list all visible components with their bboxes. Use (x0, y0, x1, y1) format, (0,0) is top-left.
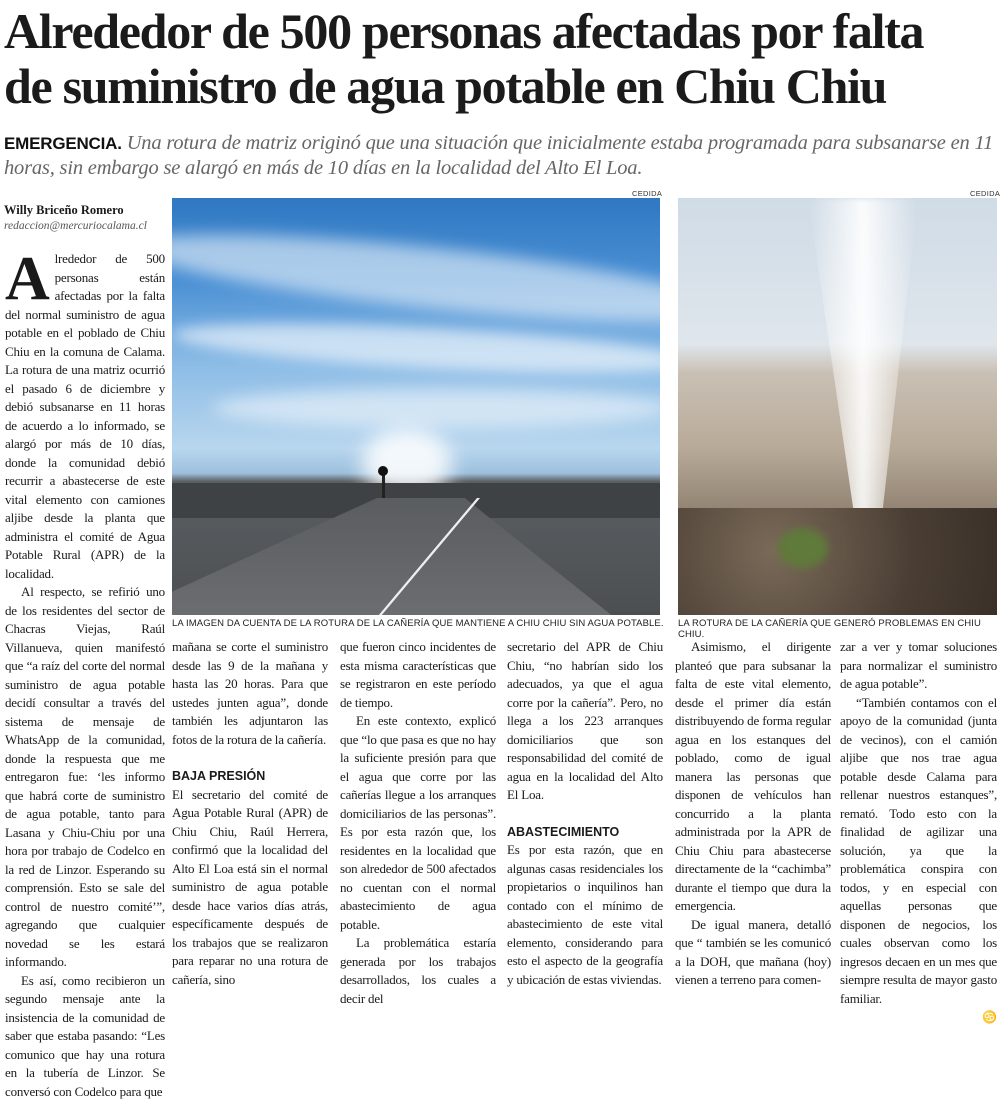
paragraph-text: lrededor de 500 personas están afectadas por la falta del normal suministro de agua potable en el poblado de Chiu Chiu en la comuna de Calama. La rotura de una matriz ocurrió el pasado 6 de diciembre y debió subsanarse en 11 horas de acuerdo a lo informado, se alargó por más de 10 días, donde la comunidad debió recurrir a abastecerse de este vital elemento con camiones aljibe desde la planta que administra el comité de Agua Potable Rural (APR) de la localidad. (5, 251, 165, 581)
headline-line-1: Alrededor de 500 personas afectadas por falta (4, 4, 999, 59)
paragraph (5, 250, 165, 583)
column-3 (340, 638, 496, 1008)
paragraph: “También contamos con el apoyo de la comunidad (junta de vecinos), con el camión aljibe que nos trae agua potable desde Calama para rellenar nuestros estanques”, remató. Todo esto con la finalidad de agilizar una solución, ya que la problemática conspira con todos, y en especial con aquellas personas que disponen de negocios, los cuales observan como los ingresos decaen en un mes que siempre resulta de mayor gasto familiar. (840, 694, 997, 1009)
paragraph: De igual manera, detalló que “ también se les comunicó a la DOH, que mañana (hoy) vienen a terreno para comen- (675, 916, 831, 990)
headline (4, 4, 999, 114)
photo-credit: CEDIDA (632, 189, 662, 198)
column-6 (840, 638, 997, 1027)
paragraph: Es por esta razón, que en algunas casas residenciales los propietarios o inquilinos han contado con el mínimo de abastecimiento de este vital elemento, considerando para esto el aspecto de la geografía y ubicación de estas viviendas. (507, 841, 663, 989)
paragraph: Asimismo, el dirigente planteó que para subsanar la falta de este vital elemento, desde el primer día están distribuyendo de forma regular agua en los estanques del poblado, como de igual manera las personas que disponen de vehículos han concurrido a la planta administrada por la APR de Chiu Chiu para abastecerse directamente de la “cachimba” durante el tiempo que dura la emergencia. (675, 638, 831, 916)
subheading-baja-presion: BAJA PRESIÓN (172, 767, 328, 786)
photo-caption: LA ROTURA DE LA CAÑERÍA QUE GENERÓ PROBLEMAS EN CHIU CHIU. (678, 618, 1000, 640)
byline-email[interactable]: redaccion@mercuriocalama.cl (4, 220, 147, 232)
column-5 (675, 638, 831, 990)
lede-kicker: EMERGENCIA. (4, 134, 122, 153)
subheading-abastecimiento: ABASTECIMIENTO (507, 823, 663, 842)
byline-author: Willy Briceño Romero (4, 203, 124, 218)
paragraph: El secretario del comité de Agua Potable Rural (APR) de Chiu Chiu, Raúl Herrera, confirmó que la localidad del Alto El Loa está sin el normal suministro de agua potable desde hace varios días atrás, específicamente después de los trabajos que se realizaron para reparar no una rotura de cañería, sino (172, 786, 328, 990)
paragraph: Es así, como recibieron un segundo mensaje ante la insistencia de la comunidad de saber que estaba pasando: “Les comunico que hay una rotura en la tubería de Linzor. Se conversó con Codelco para que (5, 972, 165, 1101)
paragraph: secretario del APR de Chiu Chiu, “no habrían sido los adecuados, ya que el agua corre por la cañería”. Pero, no llega a los 223 arranques domiciliarios que son responsabilidad del comité de agua en la localidad del Alto El Loa. (507, 638, 663, 805)
paragraph: zar a ver y tomar soluciones para normalizar el suministro de agua potable”. (840, 638, 997, 694)
headline-line-2: de suministro de agua potable en Chiu Chiu (4, 59, 999, 114)
column-4 (507, 638, 663, 989)
paragraph: En este contexto, explicó que “lo que pasa es que no hay la suficiente presión para que el agua que corre por las cañerías llegue a los arranques domiciliarios de las personas”. Es por esta razón que, los residentes en la localidad que son alrededor de 500 afectados no cuentan con el normal abastecimiento de agua potable. (340, 712, 496, 934)
lede-text: Una rotura de matriz originó que una situación que inicialmente estaba programada para subsanarse en 11 horas, sin embargo se alargó en más de 10 días en la localidad del Alto El Loa. (4, 132, 993, 179)
photo-caption: LA IMAGEN DA CUENTA DE LA ROTURA DE LA CAÑERÍA QUE MANTIENE A CHIU CHIU SIN AGUA POTABLE. (172, 618, 664, 629)
column-2 (172, 638, 328, 989)
end-mark-icon: ♋ (982, 1010, 997, 1024)
water-jet-photo (678, 198, 997, 615)
paragraph: La problemática estaría generada por los trabajos desarrollados, los cuales a decir del (340, 934, 496, 1008)
drop-cap: A (5, 254, 50, 304)
road-water-leak-photo (172, 198, 660, 615)
lede (4, 131, 994, 180)
paragraph: Al respecto, se refirió uno de los residentes del sector de Chacras Viejas, Raúl Villanueva, quien manifestó que “a raíz del corte del normal suministro de agua potable decidí consultar a través del sistema de mensaje de WhatsApp de la comunidad, donde la respuesta que me entregaron fue: ‘les informo que habrá corte de suministro de agua potable, tanto para Lasana y Chiu-Chiu por una hora por trabajo de Codelco en la red de Linzor. Esperando su comprensión. Esto se sale del control de nuestro comité’”, agregando que cualquier novedad se les estará informando. (5, 583, 165, 972)
paragraph: mañana se corte el suministro desde las 9 de la mañana y hasta las 20 horas. Para que ustedes junten agua”, donde también les adjuntaron las fotos de la rotura de la cañería. (172, 638, 328, 749)
photo-credit: CEDIDA (970, 189, 1000, 198)
paragraph: que fueron cinco incidentes de esta misma características que se registraron en este período de tiempo. (340, 638, 496, 712)
column-1 (5, 250, 165, 1101)
